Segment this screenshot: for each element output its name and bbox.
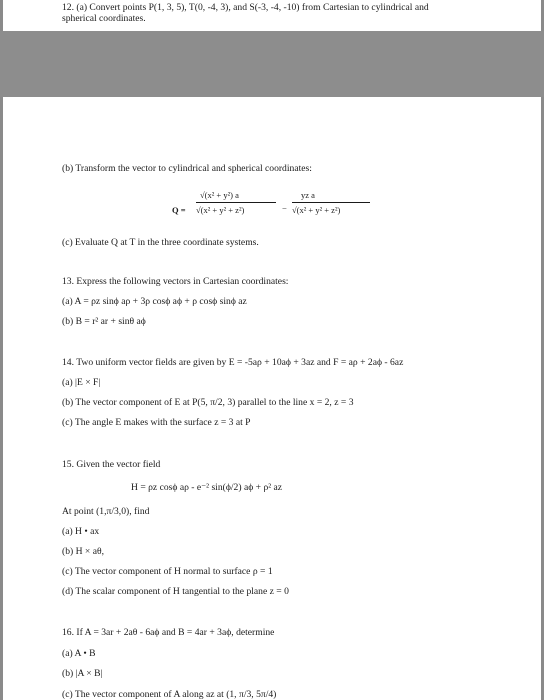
problem-16-b: (b) |A × B| — [62, 668, 103, 679]
equation-q-minus: − — [282, 203, 287, 213]
problem-14-title: 14. Two uniform vector fields are given by E = -5aρ + 10aϕ + 3az and F = aρ + 2aϕ - 6az — [62, 357, 404, 368]
equation-q-den1: √(x² + y² + z²) — [196, 205, 245, 215]
equation-q-den2: √(x² + y² + z²) — [292, 205, 341, 215]
problem-16-a: (a) A • B — [62, 648, 96, 659]
problem-14-a: (a) |E × F| — [62, 377, 101, 388]
problem-16-c: (c) The vector component of A along az at (1, π/3, 5π/4) — [62, 689, 277, 700]
problem-15-point: At point (1,π/3,0), find — [62, 506, 150, 517]
problem-16-title: 16. If A = 3ar + 2aθ - 6aϕ and B = 4ar + 3aϕ, determine — [62, 627, 275, 638]
problem-12-a-line2: spherical coordinates. — [62, 13, 146, 24]
problem-12-b: (b) Transform the vector to cylindrical and spherical coordinates: — [62, 163, 312, 174]
problem-12-a-line1: 12. (a) Convert points P(1, 3, 5), T(0, -4, 3), and S(-3, -4, -10) from Cartesian to cylindrical and — [62, 2, 429, 13]
problem-15-title: 15. Given the vector field — [62, 459, 161, 470]
problem-12-c: (c) Evaluate Q at T in the three coordinate systems. — [62, 237, 259, 248]
problem-15-a: (a) H • ax — [62, 526, 100, 537]
problem-14-b: (b) The vector component of E at P(5, π/2, 3) parallel to the line x = 2, z = 3 — [62, 397, 354, 408]
equation-q-lhs: Q = — [172, 205, 186, 215]
page-border-left — [0, 0, 3, 700]
equation-q-num2: yz a — [301, 190, 315, 200]
equation-q-fraction-bar-1 — [196, 202, 276, 203]
problem-13-b: (b) B = r² ar + sinθ aϕ — [62, 316, 146, 327]
equation-q-num1: √(x² + y²) a — [200, 190, 239, 200]
problem-13-title: 13. Express the following vectors in Cartesian coordinates: — [62, 276, 289, 287]
page-break-band — [0, 31, 544, 97]
problem-13-a: (a) A = ρz sinϕ aρ + 3ρ cosϕ aϕ + ρ cosϕ sinϕ az — [62, 296, 247, 307]
problem-15-equation: H = ρz cosϕ aρ - e⁻² sin(ϕ/2) aϕ + ρ² az — [131, 482, 283, 493]
equation-q-fraction-bar-2 — [292, 202, 370, 203]
problem-15-b: (b) H × aθ, — [62, 546, 104, 557]
problem-14-c: (c) The angle E makes with the surface z = 3 at P — [62, 417, 251, 428]
problem-15-c: (c) The vector component of H normal to surface ρ = 1 — [62, 566, 273, 577]
problem-15-d: (d) The scalar component of H tangential to the plane z = 0 — [62, 586, 289, 597]
